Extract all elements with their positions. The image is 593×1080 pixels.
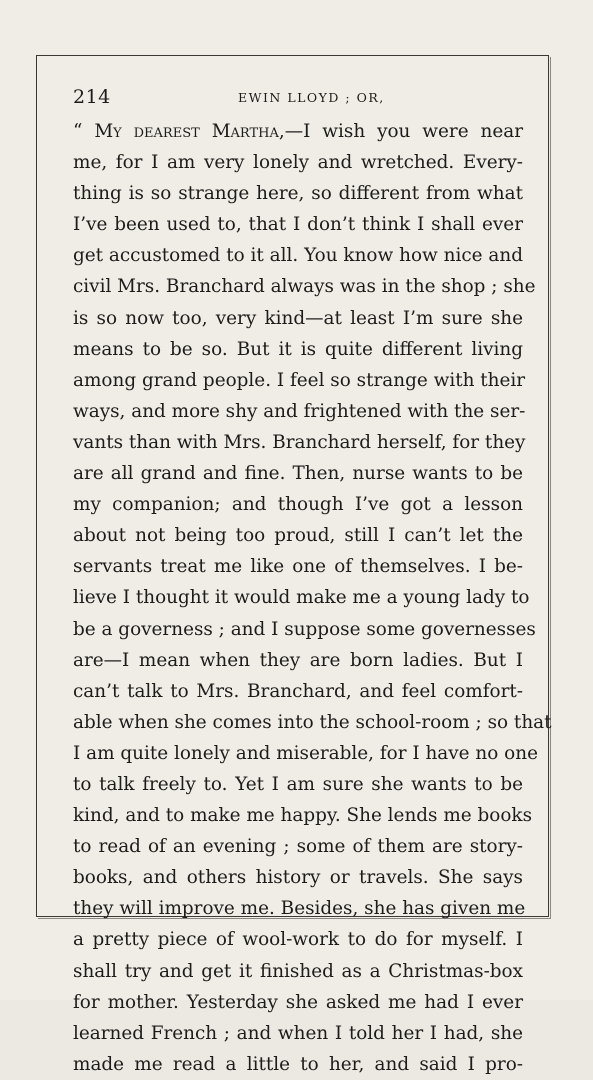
text-line: are—I mean when they are born ladies. But I bbox=[73, 649, 523, 671]
page-number: 214 bbox=[73, 86, 111, 108]
text-line: they will improve me. Besides, she has given me bbox=[73, 898, 526, 920]
running-head bbox=[73, 86, 523, 110]
text-line: made me read a little to her, and said I pro- bbox=[73, 1053, 523, 1075]
text-line: vants than with Mrs. Branchard herself, for they bbox=[73, 431, 526, 453]
text-line: ways, and more shy and frightened with the ser- bbox=[73, 400, 526, 422]
text-line: I’ve been used to, that I don’t think I shall ever bbox=[73, 214, 523, 236]
salutation: My dearest Martha bbox=[94, 121, 279, 142]
text-line: civil Mrs. Branchard always was in the shop ; she bbox=[73, 276, 536, 298]
text-line: a pretty piece of wool-work to do for myself. I bbox=[73, 929, 523, 951]
text-line: kind, and to make me happy. She lends me books bbox=[73, 805, 533, 827]
text-line: for mother. Yesterday she asked me had I ever bbox=[73, 991, 523, 1013]
running-title: EWIN LLOYD ; OR, bbox=[238, 90, 385, 105]
text-line: to talk freely to. Yet I am sure she wants to be bbox=[73, 773, 523, 795]
text-line: can’t talk to Mrs. Branchard, and feel comfort- bbox=[73, 680, 523, 702]
text-line: me, for I am very lonely and wretched. Every- bbox=[73, 152, 523, 174]
text-line: able when she comes into the school-room ; so that bbox=[73, 711, 552, 733]
text-line: shall try and get it finished as a Christmas-box bbox=[73, 960, 523, 982]
text-line: is so now too, very kind—at least I’m sure she bbox=[73, 307, 523, 329]
text-line: my companion; and though I’ve got a lesson bbox=[73, 494, 523, 516]
text-line: lieve I thought it would make me a young lady to bbox=[73, 587, 530, 609]
text-line: get accustomed to it all. You know how nice and bbox=[73, 245, 523, 267]
text-line: books, and others history or travels. She says bbox=[73, 867, 523, 889]
text-line: about not being too proud, still I can’t let the bbox=[73, 525, 523, 547]
text-line: “ My dearest Martha,—I wish you were near bbox=[73, 121, 523, 142]
text-line: servants treat me like one of themselves. I be- bbox=[73, 556, 523, 578]
text-line: be a governess ; and I suppose some governesses bbox=[73, 618, 536, 640]
text-line: are all grand and fine. Then, nurse wants to be bbox=[73, 463, 523, 485]
text-line: I am quite lonely and miserable, for I have no one bbox=[73, 742, 538, 764]
text-line: thing is so strange here, so different from what bbox=[73, 183, 523, 205]
text-line: among grand people. I feel so strange with their bbox=[73, 369, 526, 391]
body-text bbox=[73, 116, 552, 1080]
text-line: means to be so. But it is quite different living bbox=[73, 338, 523, 360]
text-line: to read of an evening ; some of them are story- bbox=[73, 836, 523, 858]
text-line: learned French ; and when I told her I had, she bbox=[73, 1022, 523, 1044]
